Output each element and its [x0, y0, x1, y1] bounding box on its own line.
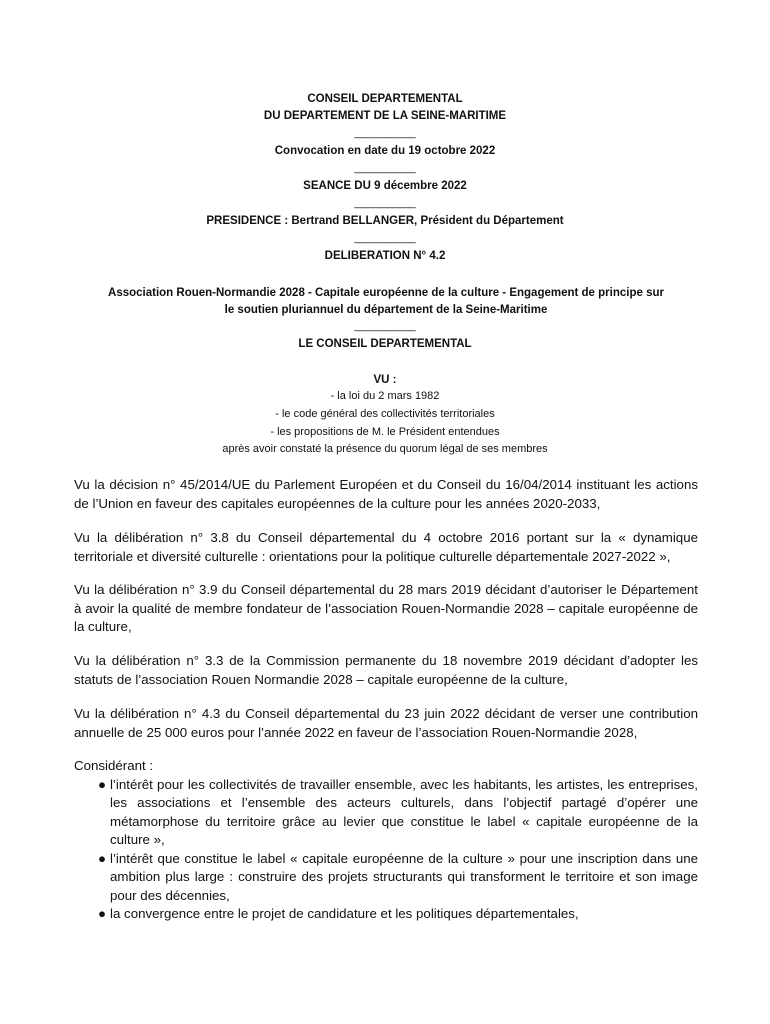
- separator: __________: [354, 197, 416, 209]
- vu-item: - la loi du 2 mars 1982: [330, 390, 440, 402]
- header-line-2: DU DEPARTEMENT DE LA SEINE-MARITIME: [263, 110, 507, 122]
- separator: __________: [354, 162, 416, 174]
- convocation-date: Convocation en date du 19 octobre 2022: [274, 145, 496, 157]
- subject-line-1: Association Rouen-Normandie 2028 - Capitale européenne de la culture - Engagement de principe sur: [108, 287, 664, 299]
- subject-line-2: le soutien pluriannuel du département de la Seine-Maritime: [224, 304, 548, 316]
- visa-paragraph: Vu la délibération n° 3.9 du Conseil départemental du 28 mars 2019 décidant d’autoriser le Département à avoir la qualité de membre fondateur de l’association Rouen-Normandie 2028 – capitale européenne de la culture,: [74, 582, 698, 634]
- visa-paragraph: Vu la délibération n° 4.3 du Conseil départemental du 23 juin 2022 décidant de verser une contribution annuelle de 25 000 euros pour l’année 2022 en faveur de l’association Rouen-Normandie 2028,: [74, 706, 698, 740]
- considerant-heading: Considérant :: [74, 758, 154, 773]
- visa-paragraph: Vu la décision n° 45/2014/UE du Parlement Européen et du Conseil du 16/04/2014 instituant les actions de l’Union en faveur des capitales européennes de la culture pour les années 2020-2033,: [74, 477, 698, 511]
- list-item-text: la convergence entre le projet de candidature et les politiques départementales,: [110, 906, 579, 921]
- vu-item: après avoir constaté la présence du quorum légal de ses membres: [222, 443, 548, 455]
- vu-heading: VU :: [373, 374, 397, 386]
- header-line-1: CONSEIL DEPARTEMENTAL: [307, 93, 463, 105]
- bullet-icon: ●: [98, 850, 107, 866]
- list-item-text: l’intérêt que constitue le label « capitale européenne de la culture » pour une inscription dans une ambition plus large : construire des projets structurants qui transforment le territoire et son image pour des décennies,: [110, 850, 698, 903]
- visa-paragraph: Vu la délibération n° 3.3 de la Commission permanente du 18 novembre 2019 décidant d’adopter les statuts de l’association Rouen Normandie 2028 – capitale européenne de la culture,: [74, 653, 698, 687]
- vu-item: - les propositions de M. le Président entendues: [270, 426, 500, 438]
- bullet-icon: ●: [98, 776, 107, 792]
- considerant-section: [74, 757, 698, 924]
- list-item-text: l’intérêt pour les collectivités de travailler ensemble, avec les habitants, les artistes, les entreprises, les associations et l’ensemble des acteurs culturels, dans l’objectif partagé d’opérer une métamorphose du territoire grâce au levier que constitue le label « capitale européenne de la culture »,: [110, 776, 698, 847]
- separator: __________: [354, 232, 416, 244]
- visa-paragraph: Vu la délibération n° 3.8 du Conseil départemental du 4 octobre 2016 portant sur la « dynamique territoriale et diversité culturelle : orientations pour la politique culturelle départementale 2027-2022 »,: [74, 530, 698, 564]
- separator: __________: [354, 127, 416, 139]
- list-item: [98, 850, 698, 906]
- separator: __________: [354, 320, 416, 332]
- presidence: PRESIDENCE : Bertrand BELLANGER, Président du Département: [206, 215, 564, 227]
- considerant-list: [74, 776, 698, 924]
- vu-item: - le code général des collectivités territoriales: [275, 408, 495, 420]
- seance-date: SEANCE DU 9 décembre 2022: [303, 180, 467, 192]
- council-heading: LE CONSEIL DEPARTEMENTAL: [298, 338, 472, 350]
- bullet-icon: ●: [98, 906, 107, 921]
- subject-title: [74, 285, 698, 319]
- list-item: [98, 905, 698, 924]
- deliberation-number: DELIBERATION N° 4.2: [324, 250, 446, 262]
- list-item: [98, 776, 698, 850]
